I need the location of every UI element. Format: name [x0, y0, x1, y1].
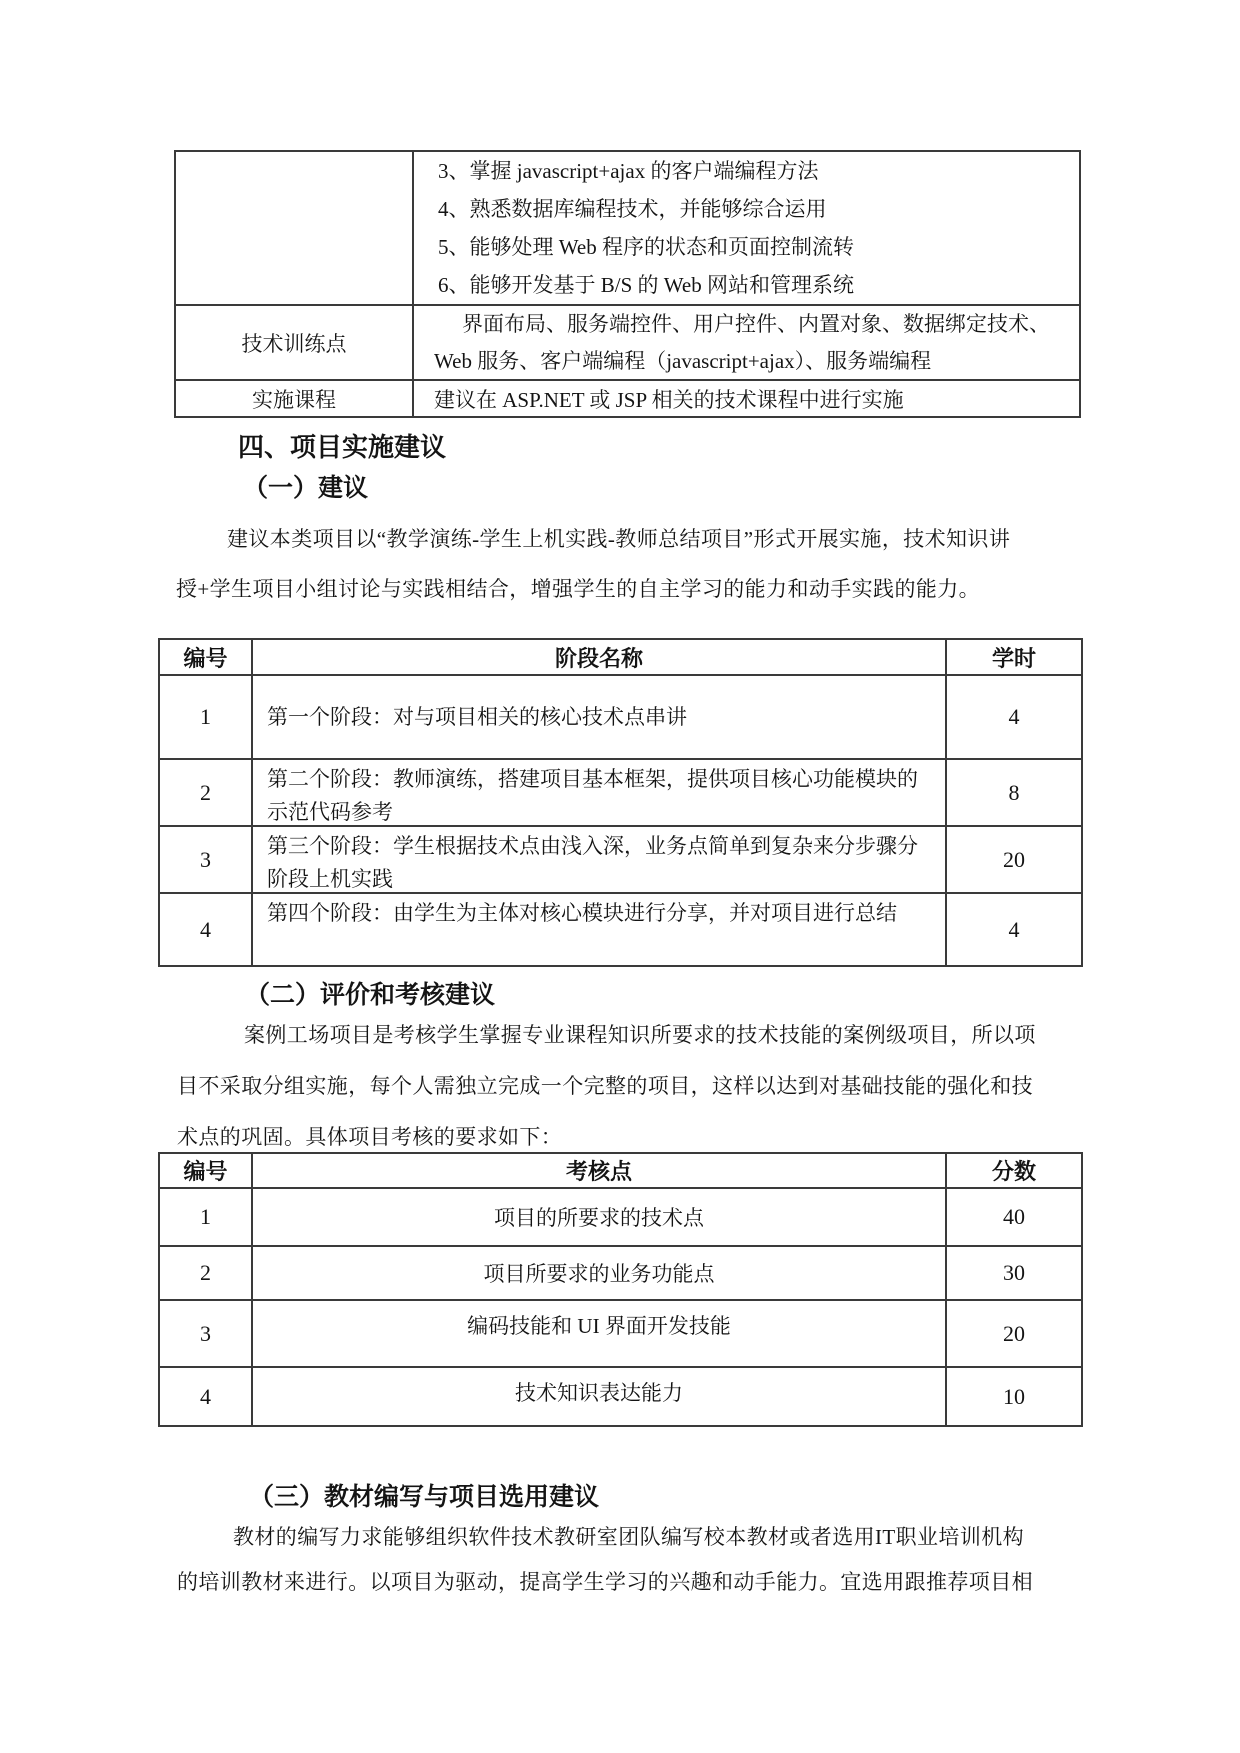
paragraph-line: 授+学生项目小组讨论与实践相结合，增强学生的自主学习的能力和动手实践的能力。 [176, 577, 981, 601]
stage-row-name [251, 758, 945, 825]
stage-row-no: 1 [160, 674, 251, 758]
column-header-no: 编号 [183, 1159, 228, 1184]
stage-row-hours: 4 [945, 892, 1081, 965]
training-line: Web 服务、客户端编程（javascript+ajax）、服务端编程 [434, 348, 932, 373]
objective-line: 5、能够处理 Web 程序的状态和页面控制流转 [438, 235, 854, 259]
training-line: 界面布局、服务端控件、用户控件、内置对象、数据绑定技术、 [462, 311, 1050, 336]
assess-row-point: 项目所要求的业务功能点 [251, 1245, 945, 1299]
assess-row-no: 2 [160, 1245, 251, 1299]
objectives-cell [412, 152, 1079, 304]
column-header-hours: 学时 [945, 640, 1081, 674]
objective-line: 6、能够开发基于 B/S 的 Web 网站和管理系统 [438, 273, 854, 297]
assess-row-no: 1 [160, 1187, 251, 1245]
stage-table [158, 638, 1083, 967]
stage-name-line: 第二个阶段：教师演练，搭建项目基本框架，提供项目核心功能模块的 [267, 767, 918, 791]
assess-row-score: 10 [945, 1366, 1081, 1425]
stage-name-line: 示范代码参考 [267, 800, 393, 824]
empty-label-cell [176, 152, 412, 304]
stage-row-no: 2 [160, 758, 251, 825]
assessment-table [158, 1152, 1083, 1427]
stage-row-no: 3 [160, 825, 251, 892]
assess-row-point: 项目的所要求的技术点 [251, 1187, 945, 1245]
subsection-heading-1: （一）建议 [243, 474, 369, 502]
assess-row-score: 30 [945, 1245, 1081, 1299]
stage-row-name [251, 674, 945, 758]
stage-name-line: 第一个阶段：对与项目相关的核心技术点串讲 [267, 704, 687, 729]
stage-row-hours: 4 [945, 674, 1081, 758]
course-label: 实施课程 [176, 379, 412, 416]
column-header-no: 编号 [183, 645, 228, 671]
subsection-heading-3: （三）教材编写与项目选用建议 [249, 1483, 600, 1511]
stage-name-line: 第四个阶段：由学生为主体对核心模块进行分享，并对项目进行总结 [267, 901, 897, 925]
stage-name-line: 阶段上机实践 [267, 867, 393, 891]
stage-name-line: 第三个阶段：学生根据技术点由浅入深，业务点简单到复杂来分步骤分 [267, 834, 918, 858]
stage-row-name [251, 892, 945, 965]
stage-row-hours: 20 [945, 825, 1081, 892]
paragraph-line: 建议本类项目以“教学演练-学生上机实践-教师总结项目”形式开展实施，技术知识讲 [227, 527, 1011, 551]
objective-line: 4、熟悉数据库编程技术，并能够综合运用 [438, 197, 827, 221]
stage-row-hours: 8 [945, 758, 1081, 825]
assess-row-no: 3 [160, 1299, 251, 1366]
paragraph-line: 术点的巩固。具体项目考核的要求如下： [177, 1125, 563, 1149]
objective-line: 3、掌握 javascript+ajax 的客户端编程方法 [438, 159, 819, 183]
training-points-cell [412, 304, 1079, 379]
paragraph-line: 教材的编写力求能够组织软件技术教研室团队编写校本教材或者选用IT职业培训机构 [233, 1525, 1025, 1549]
stage-row-name [251, 825, 945, 892]
paragraph-line: 案例工场项目是考核学生掌握专业课程知识所要求的技术技能的案例级项目，所以项 [244, 1023, 1036, 1047]
training-points-label: 技术训练点 [176, 304, 412, 379]
assess-row-score: 20 [945, 1299, 1081, 1366]
course-cell: 建议在 ASP.NET 或 JSP 相关的技术课程中进行实施 [412, 379, 1079, 416]
column-header-point: 考核点 [251, 1154, 945, 1187]
assess-row-score: 40 [945, 1187, 1081, 1245]
assess-row-point: 编码技能和 UI 界面开发技能 [251, 1299, 945, 1366]
column-header-score: 分数 [945, 1154, 1081, 1187]
tech-training-table [174, 150, 1081, 418]
section-heading-4: 四、项目实施建议 [238, 432, 447, 462]
assess-row-no: 4 [160, 1366, 251, 1425]
column-header-stage: 阶段名称 [251, 640, 945, 674]
subsection-heading-2: （二）评价和考核建议 [245, 981, 496, 1009]
paragraph-line: 的培训教材来进行。以项目为驱动，提高学生学习的兴趣和动手能力。宜选用跟推荐项目相 [177, 1570, 1033, 1594]
stage-row-no: 4 [160, 892, 251, 965]
paragraph-line: 目不采取分组实施，每个人需独立完成一个完整的项目，这样以达到对基础技能的强化和技 [177, 1074, 1033, 1098]
assess-row-point: 技术知识表达能力 [251, 1366, 945, 1425]
